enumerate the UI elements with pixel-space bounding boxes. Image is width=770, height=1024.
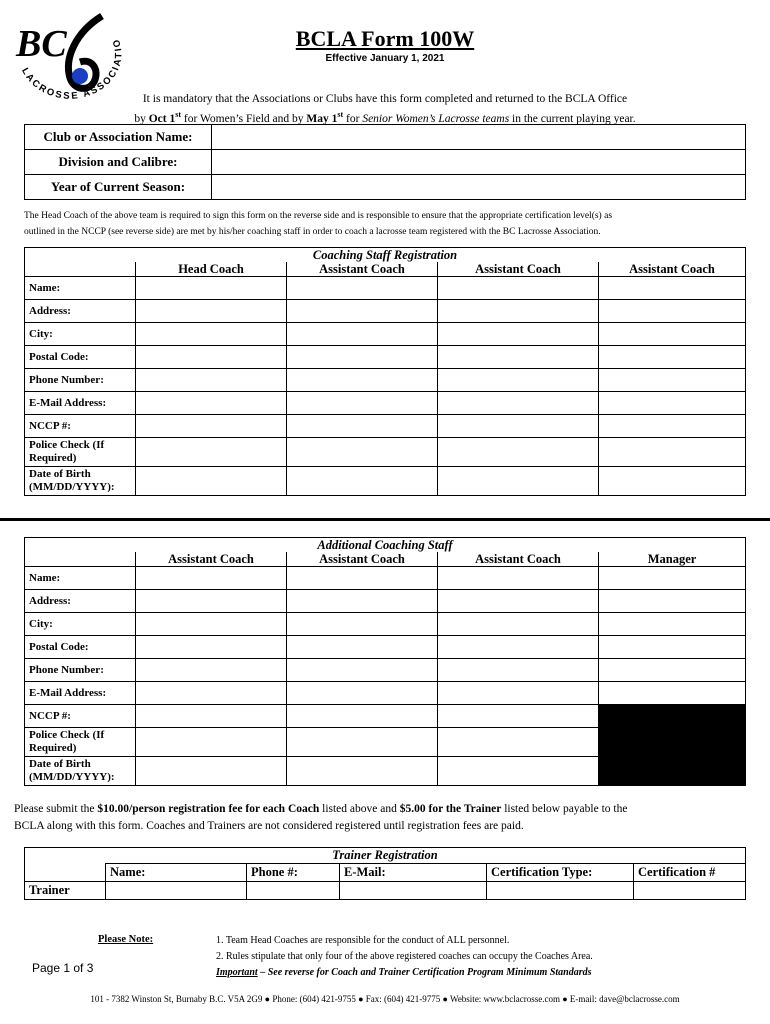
blank-header [25,552,136,567]
blacked-out-cell [599,705,746,728]
cell[interactable] [487,882,634,900]
blacked-out-cell [599,757,746,786]
table-row [25,757,746,786]
cell[interactable] [599,369,746,392]
cell[interactable] [438,682,599,705]
cell[interactable] [287,682,438,705]
coaching-staff-table [24,247,746,496]
column-header: Assistant Coach [599,262,746,277]
column-header: E-Mail: [340,864,487,882]
table-row [25,728,746,757]
season-field[interactable] [212,175,746,200]
blank-header [25,864,106,882]
cell[interactable] [136,346,287,369]
cell[interactable] [136,300,287,323]
coaching-staff-caption: Coaching Staff Registration [25,248,746,263]
cell[interactable] [287,415,438,438]
cell[interactable] [599,636,746,659]
club-name-field[interactable] [212,125,746,150]
cell[interactable] [599,323,746,346]
notes-list: 1. Team Head Coaches are responsible for the conduct of ALL personnel. 2. Rules stipulate that only four of the above registered coaches can occupy the Coaches Area. Important – See reverse for Coach and Trainer Certification Program Minimum Standards [216,935,593,978]
table-row [25,567,746,590]
cell[interactable] [136,682,287,705]
cell[interactable] [438,636,599,659]
cell[interactable] [287,300,438,323]
column-header: Assistant Coach [136,552,287,567]
row-label: NCCP #: [25,705,136,728]
mandatory-notice: It is mandatory that the Associations or Clubs have this form completed and returned to the BCLA Office by Oct 1st for Women’s Field and by May 1st for Senior Women’s Lacrosse teams in the current playing year. [134,93,636,125]
cell[interactable] [247,882,340,900]
table-row [25,346,746,369]
row-label: Name: [25,567,136,590]
cell[interactable] [438,590,599,613]
column-header: Assistant Coach [287,262,438,277]
table-row [25,590,746,613]
column-header: Head Coach [136,262,287,277]
logo-letters: BC [16,23,67,65]
cell[interactable] [438,277,599,300]
table-row [25,636,746,659]
cell[interactable] [438,659,599,682]
cell[interactable] [136,567,287,590]
cell[interactable] [287,728,438,757]
cell[interactable] [438,728,599,757]
cell[interactable] [438,567,599,590]
cell[interactable] [287,277,438,300]
table-row [25,300,746,323]
cell[interactable] [438,323,599,346]
cell[interactable] [136,590,287,613]
row-label: Phone Number: [25,659,136,682]
cell[interactable] [599,300,746,323]
blank-header [25,262,136,277]
cell[interactable] [136,705,287,728]
cell[interactable] [287,567,438,590]
cell[interactable] [136,277,287,300]
table-row [25,323,746,346]
cell[interactable] [136,392,287,415]
cell[interactable] [136,757,287,786]
cell[interactable] [287,757,438,786]
cell[interactable] [599,346,746,369]
column-header: Phone #: [247,864,340,882]
cell[interactable] [340,882,487,900]
cell[interactable] [438,392,599,415]
cell[interactable] [287,613,438,636]
column-header: Certification Type: [487,864,634,882]
row-label: E-Mail Address: [25,682,136,705]
row-label: City: [25,323,136,346]
cell[interactable] [136,613,287,636]
cell[interactable] [599,659,746,682]
cell[interactable] [438,757,599,786]
row-label: Phone Number: [25,369,136,392]
column-header: Manager [599,552,746,567]
trainer-table [24,847,746,900]
cell[interactable] [599,613,746,636]
club-name-label: Club or Association Name: [25,125,212,150]
cell[interactable] [438,705,599,728]
row-label: Date of Birth (MM/DD/YYYY): [25,467,136,496]
cell[interactable] [438,415,599,438]
row-label: Address: [25,300,136,323]
cell[interactable] [287,346,438,369]
cell[interactable] [287,369,438,392]
trainer-caption: Trainer Registration [25,848,746,864]
row-label: Postal Code: [25,346,136,369]
blacked-out-cell [599,728,746,757]
cell[interactable] [438,346,599,369]
fee-notice: Please submit the $10.00/person registration fee for each Coach listed above and $5.00 for the Trainer listed below payable to the BCLA along with this form. Coaches and Trainers are not considered registered until registration fees are paid. [14,803,628,832]
row-label: Date of Birth (MM/DD/YYYY): [25,757,136,786]
column-header: Certification # [634,864,746,882]
column-header: Assistant Coach [438,552,599,567]
table-row [25,659,746,682]
additional-staff-table [24,537,746,786]
cell[interactable] [634,882,746,900]
cell[interactable] [438,369,599,392]
page-number: Page 1 of 3 [32,961,94,975]
section-divider [0,518,770,521]
cell[interactable] [136,728,287,757]
table-row [25,682,746,705]
table-row [25,392,746,415]
cell[interactable] [136,467,287,496]
division-field[interactable] [212,150,746,175]
division-label: Division and Calibre: [25,150,212,175]
additional-staff-caption: Additional Coaching Staff [25,538,746,553]
cell[interactable] [599,415,746,438]
table-row [25,705,746,728]
cell[interactable] [599,590,746,613]
cell[interactable] [106,882,247,900]
cell[interactable] [599,682,746,705]
cell[interactable] [136,323,287,346]
cell[interactable] [599,438,746,467]
cell[interactable] [599,567,746,590]
cell[interactable] [287,659,438,682]
cell[interactable] [599,392,746,415]
table-row [25,467,746,496]
table-row [25,882,746,900]
row-label: Postal Code: [25,636,136,659]
cell[interactable] [438,613,599,636]
cell[interactable] [287,467,438,496]
cell[interactable] [287,590,438,613]
season-label: Year of Current Season: [25,175,212,200]
cell[interactable] [136,415,287,438]
row-label: Address: [25,590,136,613]
column-header: Assistant Coach [287,552,438,567]
cell[interactable] [287,323,438,346]
cell[interactable] [438,438,599,467]
table-row [25,369,746,392]
form-title: BCLA Form 100W [295,26,475,51]
row-label: E-Mail Address: [25,392,136,415]
row-label: Police Check (If Required) [25,438,136,467]
cell[interactable] [438,300,599,323]
cell[interactable] [599,467,746,496]
head-coach-note: The Head Coach of the above team is required to sign this form on the reverse side and is responsible to ensure that the appropriate certification level(s) as outlined in the NCCP (see reverse side) are met by his/her coaching staff in order to coach a lacrosse team registered with the BC Lacrosse Association. [24,211,613,237]
cell[interactable] [136,369,287,392]
row-label: Police Check (If Required) [25,728,136,757]
cell[interactable] [287,636,438,659]
table-row [25,277,746,300]
club-info-table [24,124,746,200]
logo-ring-text: LACROSSE ASSOCIATIO [19,36,124,102]
row-label: NCCP #: [25,415,136,438]
please-note-heading: Please Note: [98,934,154,945]
column-header: Name: [106,864,247,882]
cell[interactable] [136,659,287,682]
footer-contact: 101 - 7382 Winston St, Burnaby B.C. V5A 2G9 ● Phone: (604) 421-9755 ● Fax: (604) 421-9775 ● Website: www.bclacrosse.com ● E-mail: dave@bclacrosse.com [90,994,680,1004]
cell[interactable] [599,277,746,300]
cell[interactable] [438,467,599,496]
row-label: Trainer [25,882,106,900]
cell[interactable] [136,438,287,467]
cell[interactable] [287,705,438,728]
cell[interactable] [287,438,438,467]
row-label: City: [25,613,136,636]
cell[interactable] [136,636,287,659]
cell[interactable] [287,392,438,415]
table-row [25,438,746,467]
row-label: Name: [25,277,136,300]
effective-date: Effective January 1, 2021 [325,53,445,64]
table-row [25,415,746,438]
table-row [25,613,746,636]
column-header: Assistant Coach [438,262,599,277]
